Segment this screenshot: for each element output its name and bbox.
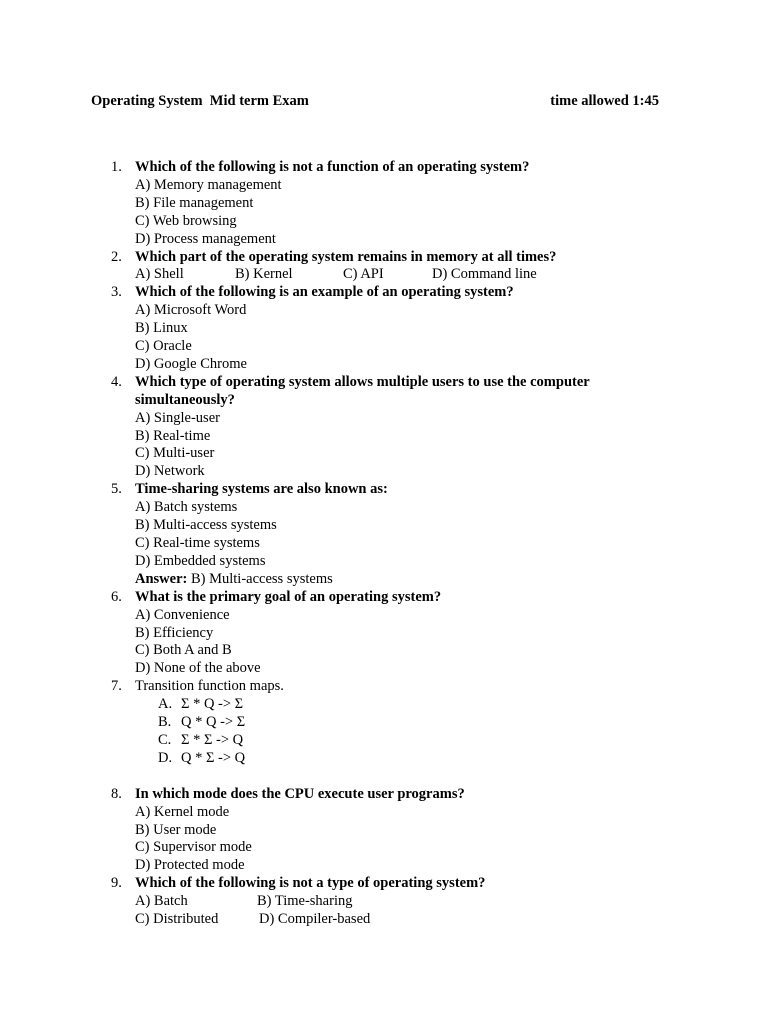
exam-header	[91, 93, 659, 113]
question-text: Which of the following is not a function of an operating system?	[135, 159, 530, 175]
option-b	[0, 714, 768, 732]
option-c: C) API	[343, 266, 384, 283]
question-number: 5.	[111, 481, 122, 498]
option-letter: B.	[158, 714, 172, 731]
blank-line	[135, 768, 768, 786]
answer-label: Answer:	[135, 570, 188, 587]
option-d: D) Process management	[135, 230, 276, 247]
option-b: B) Multi-access systems	[135, 517, 277, 534]
option-c: C) Real-time systems	[135, 535, 260, 552]
question-text: Which of the following is an example of an operating system?	[135, 284, 514, 301]
option-c: C) Oracle	[135, 338, 192, 355]
option-b: B) Kernel	[235, 266, 293, 283]
question-6	[0, 589, 768, 679]
option-letter: D.	[158, 749, 173, 766]
option-c: C) Distributed	[135, 911, 219, 928]
option-d: D) Compiler-based	[259, 911, 371, 928]
option-a: A) Batch	[135, 893, 188, 910]
option-c: C) Multi-user	[135, 445, 215, 462]
option-b: B) User mode	[135, 821, 217, 838]
option-c: C) Supervisor mode	[135, 839, 252, 856]
question-number: 2.	[111, 248, 122, 265]
option-text: Q * Σ -> Q	[181, 749, 246, 766]
question-2	[0, 249, 768, 285]
option-a: A) Batch systems	[135, 499, 238, 516]
option-d: D) None of the above	[135, 660, 261, 677]
option-a: A) Shell	[135, 266, 184, 283]
question-number: 3.	[111, 284, 122, 301]
question-4	[0, 374, 768, 481]
option-a	[0, 696, 768, 714]
option-b: B) Time-sharing	[257, 893, 353, 910]
answer-value: B) Multi-access systems	[187, 570, 333, 587]
question-3	[0, 284, 768, 374]
question-5	[0, 481, 768, 588]
question-text: In which mode does the CPU execute user programs?	[135, 785, 465, 802]
option-b: B) Real-time	[135, 427, 211, 444]
question-text-line-2: simultaneously?	[135, 391, 235, 408]
option-letter: A.	[158, 696, 173, 713]
option-c: C) Both A and B	[135, 642, 232, 659]
option-c	[0, 732, 768, 750]
inline-options-row-1	[135, 893, 768, 911]
option-d: D) Protected mode	[135, 857, 245, 874]
option-a: A) Convenience	[135, 606, 230, 623]
question-number: 4.	[111, 373, 122, 390]
question-number: 9.	[111, 875, 122, 892]
option-d: D) Network	[135, 463, 205, 480]
option-text: Σ * Σ -> Q	[181, 731, 244, 748]
question-number: 7.	[111, 678, 122, 695]
question-text: Transition function maps.	[135, 678, 284, 695]
question-1	[0, 159, 768, 249]
option-a: A) Single-user	[135, 409, 220, 426]
option-text: Q * Q -> Σ	[181, 714, 246, 731]
option-a: A) Kernel mode	[135, 803, 230, 820]
question-7	[0, 678, 768, 785]
option-a: A) Memory management	[135, 176, 282, 193]
question-number: 6.	[111, 588, 122, 605]
question-number: 1.	[111, 159, 122, 175]
option-d	[0, 750, 768, 768]
question-text: What is the primary goal of an operating system?	[135, 588, 442, 605]
question-list	[0, 159, 768, 929]
option-d: D) Google Chrome	[135, 355, 247, 372]
inline-options	[135, 266, 768, 284]
question-text: Which part of the operating system remains in memory at all times?	[135, 248, 557, 265]
option-text: Σ * Q -> Σ	[181, 696, 244, 713]
option-a: A) Microsoft Word	[135, 302, 247, 319]
option-c: C) Web browsing	[135, 212, 237, 229]
option-b: B) Linux	[135, 320, 188, 337]
question-text-line-1: Which type of operating system allows multiple users to use the computer	[135, 373, 590, 390]
question-9	[0, 875, 768, 929]
answer-line	[135, 571, 768, 589]
option-letter: C.	[158, 731, 172, 748]
exam-title: Operating System Mid term Exam	[91, 93, 309, 109]
question-text: Which of the following is not a type of operating system?	[135, 875, 486, 892]
option-d: D) Command line	[432, 266, 537, 283]
question-text: Time-sharing systems are also known as:	[135, 481, 388, 498]
question-8	[0, 786, 768, 876]
question-number: 8.	[111, 785, 122, 802]
option-b: B) Efficiency	[135, 624, 214, 641]
option-d: D) Embedded systems	[135, 552, 266, 569]
inline-options-row-2	[135, 911, 768, 929]
option-b: B) File management	[135, 194, 254, 211]
time-allowed: time allowed 1:45	[550, 93, 659, 109]
